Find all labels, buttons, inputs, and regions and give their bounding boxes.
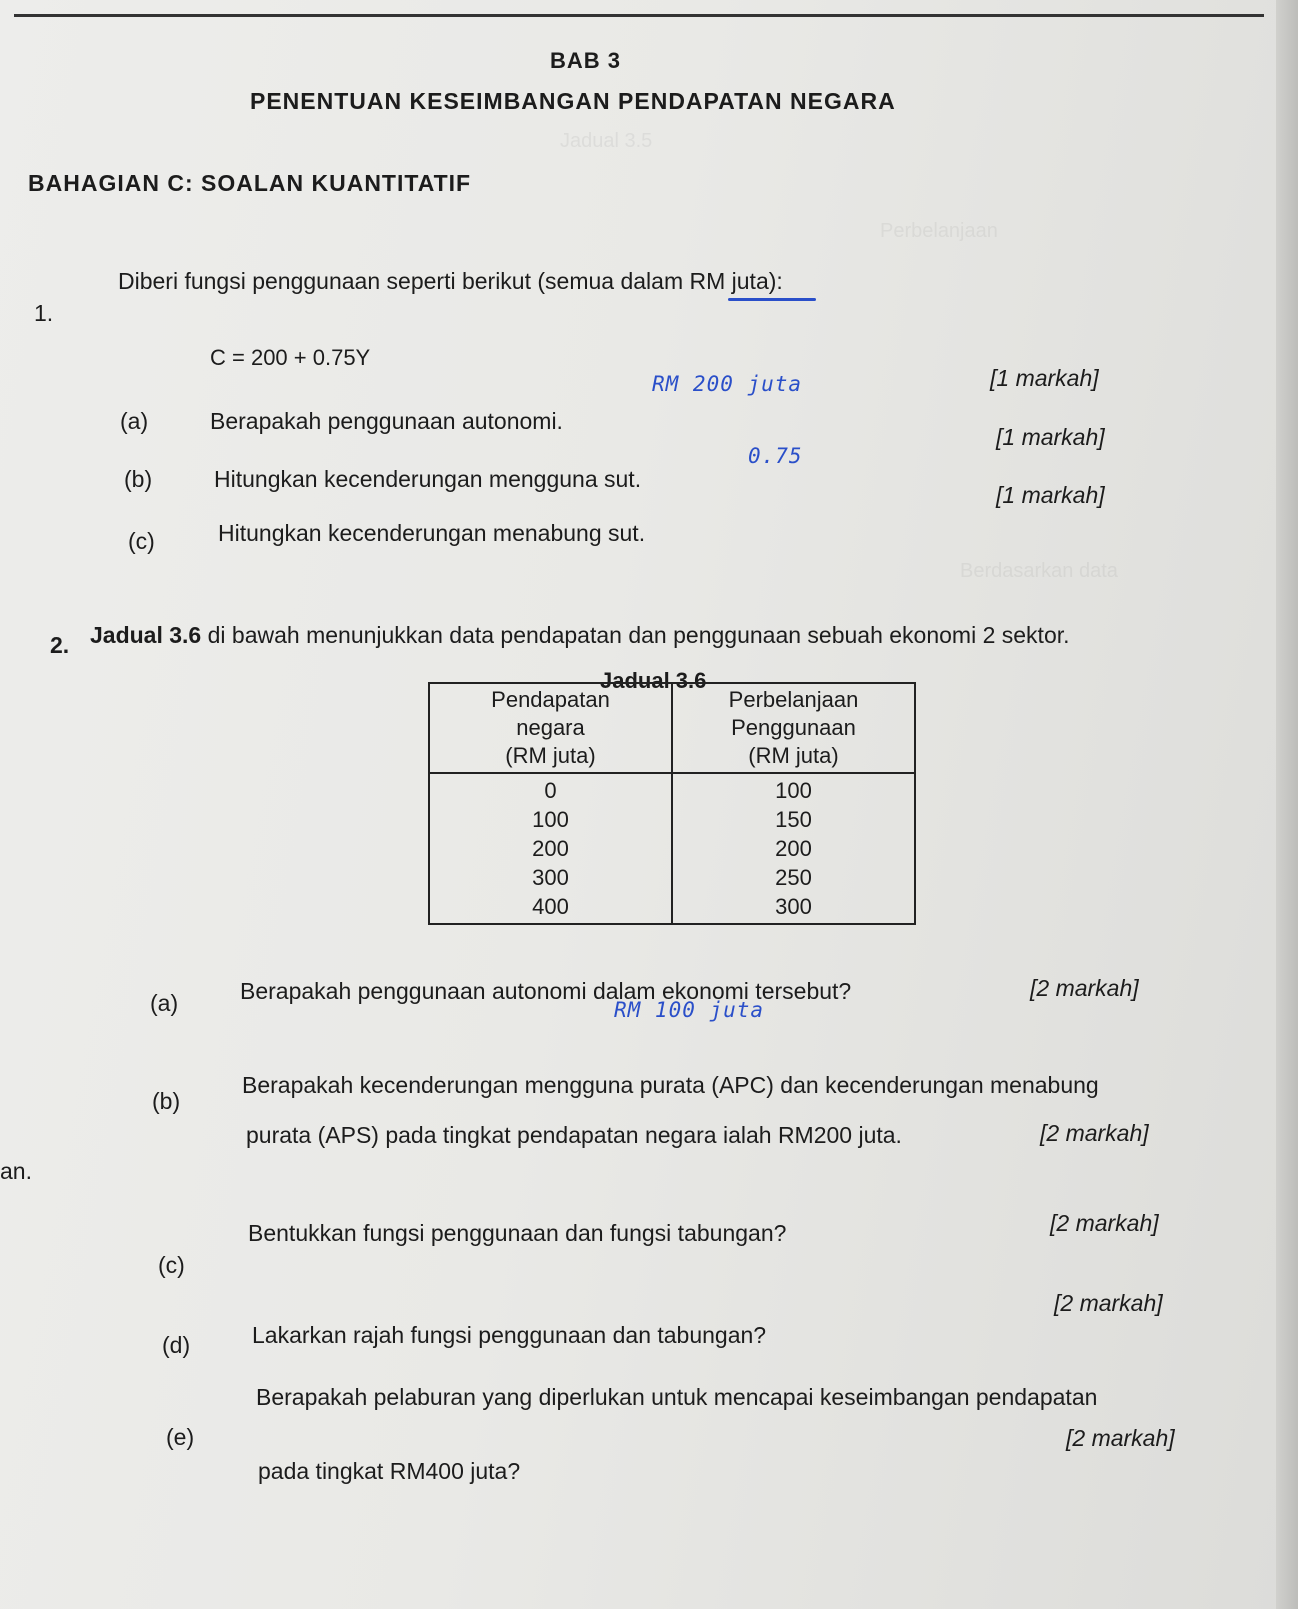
q1-number: 1. bbox=[34, 300, 54, 326]
table-body-row bbox=[429, 773, 915, 924]
q1a-marks: [1 markah] bbox=[990, 365, 1099, 391]
table-cell: 150 bbox=[775, 807, 812, 832]
q2c-marks: [2 markah] bbox=[1050, 1210, 1159, 1236]
table-cell: 400 bbox=[532, 894, 569, 919]
q2a-text: Berapakah penggunaan autonomi dalam ekonomi tersebut? bbox=[240, 978, 852, 1004]
q2-stem-table-ref: Jadual 3.6 bbox=[90, 622, 202, 648]
q2c-text: Bentukkan fungsi penggunaan dan fungsi tabungan? bbox=[248, 1220, 787, 1246]
q1c-marks: [1 markah] bbox=[996, 482, 1105, 508]
section-heading: BAHAGIAN C: SOALAN KUANTITATIF bbox=[28, 170, 472, 196]
consumption-values bbox=[672, 773, 915, 924]
chapter-label: BAB 3 bbox=[550, 48, 622, 73]
q2e-text-line1: Berapakah pelaburan yang diperlukan untuk mencapai keseimbangan pendapatan bbox=[256, 1384, 1098, 1410]
q2-stem bbox=[90, 622, 1070, 649]
q1c-label: (c) bbox=[128, 528, 155, 554]
header-consumption-line: Perbelanjaan bbox=[728, 687, 859, 712]
header-consumption-line: (RM juta) bbox=[748, 743, 839, 768]
header-income-line: (RM juta) bbox=[505, 743, 596, 768]
q2b-text-line2: purata (APS) pada tingkat pendapatan negara ialah RM200 juta. bbox=[246, 1122, 902, 1148]
q2a-handwritten-answer: RM 100 juta bbox=[614, 998, 765, 1022]
table-caption: Jadual 3.6 bbox=[600, 668, 707, 693]
q1b-handwritten-answer: 0.75 bbox=[748, 444, 803, 468]
q2e-marks: [2 markah] bbox=[1066, 1425, 1175, 1451]
q2c-label: (c) bbox=[158, 1252, 185, 1278]
header-income-line: negara bbox=[516, 715, 585, 740]
q1a-handwritten-answer: RM 200 juta bbox=[652, 372, 803, 396]
q1b-label: (b) bbox=[124, 466, 153, 492]
q2b-text-line1: Berapakah kecenderungan mengguna purata (APC) dan kecenderungan menabung bbox=[242, 1072, 1099, 1098]
q1b-text: Hitungkan kecenderungan mengguna sut. bbox=[214, 466, 642, 492]
table-header-row bbox=[429, 683, 915, 773]
q2d-text: Lakarkan rajah fungsi penggunaan dan tabungan? bbox=[252, 1322, 767, 1348]
q2b-label: (b) bbox=[152, 1088, 181, 1114]
header-consumption-line: Penggunaan bbox=[731, 715, 856, 740]
page-edge-shadow bbox=[1276, 0, 1298, 1609]
q1c-text: Hitungkan kecenderungan menabung sut. bbox=[218, 520, 646, 546]
q2a-label: (a) bbox=[150, 990, 179, 1016]
table-cell: 300 bbox=[775, 894, 812, 919]
q1b-marks: [1 markah] bbox=[996, 424, 1105, 450]
table-cell: 300 bbox=[532, 865, 569, 890]
q1-equation: C = 200 + 0.75Y bbox=[210, 345, 371, 370]
q1a-text: Berapakah penggunaan autonomi. bbox=[210, 408, 563, 434]
chapter-title: PENENTUAN KESEIMBANGAN PENDAPATAN NEGARA bbox=[250, 88, 896, 114]
worksheet-page: Jadual 3.5 Perbelanjaan Berdasarkan data BAB 3 PENENTUAN KESEIMBANGAN PENDAPATAN NEGARA BAHAGIAN C: SOALAN KUANTITATIF 1. Diberi fungsi penggunaan seperti berikut (semua dalam RM juta): C = 200 + 0.75Y (a) Berapakah penggunaan autonomi. RM 200 juta [1 markah] (b) Hitungkan kecenderungan mengguna sut. 0.75 [1 markah] (c) Hitungkan kecenderungan menabung sut. [1 markah] 2. Jadual 3.6 di bawah menunjukkan data pendapatan dan penggunaan sebuah ekonomi 2 sektor. Jadual 3.6 Pendapatan negara (RM juta) Perbelanjaan Penggunaan (RM juta) 0 100 200 300 400 100 150 200 250 300 (a) Berapakah penggunaan autonomi dalam ekonomi tersebut? RM 100 juta [2 markah] (b) Berapakah kecenderungan mengguna purata (APC) dan kecenderungan menabung purata (APS) pada tingkat pendapatan negara ialah RM200 juta. [2 markah] an. (c) Bentukkan fungsi penggunaan dan fungsi tabungan? [2 markah] (d) Lakarkan rajah fungsi penggunaan dan tabungan? [2 markah] (e) Berapakah pelaburan yang diperlukan untuk mencapai keseimbangan pendapatan pada tingkat RM400 juta? [2 markah] bbox=[0, 0, 1298, 1609]
table-cell: 100 bbox=[532, 807, 569, 832]
q1a-label: (a) bbox=[120, 408, 149, 434]
table-cell: 100 bbox=[775, 778, 812, 803]
table-cell: 200 bbox=[532, 836, 569, 861]
header-income bbox=[429, 683, 672, 773]
handwritten-underline bbox=[728, 298, 816, 301]
income-values bbox=[429, 773, 672, 924]
top-rule bbox=[14, 14, 1264, 17]
header-income-line: Pendapatan bbox=[491, 687, 610, 712]
q2a-marks: [2 markah] bbox=[1030, 975, 1139, 1001]
income-consumption-table bbox=[428, 682, 916, 925]
q2-number: 2. bbox=[50, 632, 70, 658]
q2d-label: (d) bbox=[162, 1332, 191, 1358]
header-consumption bbox=[672, 683, 915, 773]
table-cell: 250 bbox=[775, 865, 812, 890]
margin-fragment: an. bbox=[0, 1158, 32, 1184]
q2b-marks: [2 markah] bbox=[1040, 1120, 1149, 1146]
q2-stem-text: di bawah menunjukkan data pendapatan dan penggunaan sebuah ekonomi 2 sektor. bbox=[207, 622, 1070, 648]
q1-stem: Diberi fungsi penggunaan seperti berikut (semua dalam RM juta): bbox=[118, 268, 783, 294]
q2d-marks: [2 markah] bbox=[1054, 1290, 1163, 1316]
table-cell: 0 bbox=[544, 778, 557, 803]
q2e-label: (e) bbox=[166, 1424, 195, 1450]
table-cell: 200 bbox=[775, 836, 812, 861]
q2e-text-line2: pada tingkat RM400 juta? bbox=[258, 1458, 521, 1484]
